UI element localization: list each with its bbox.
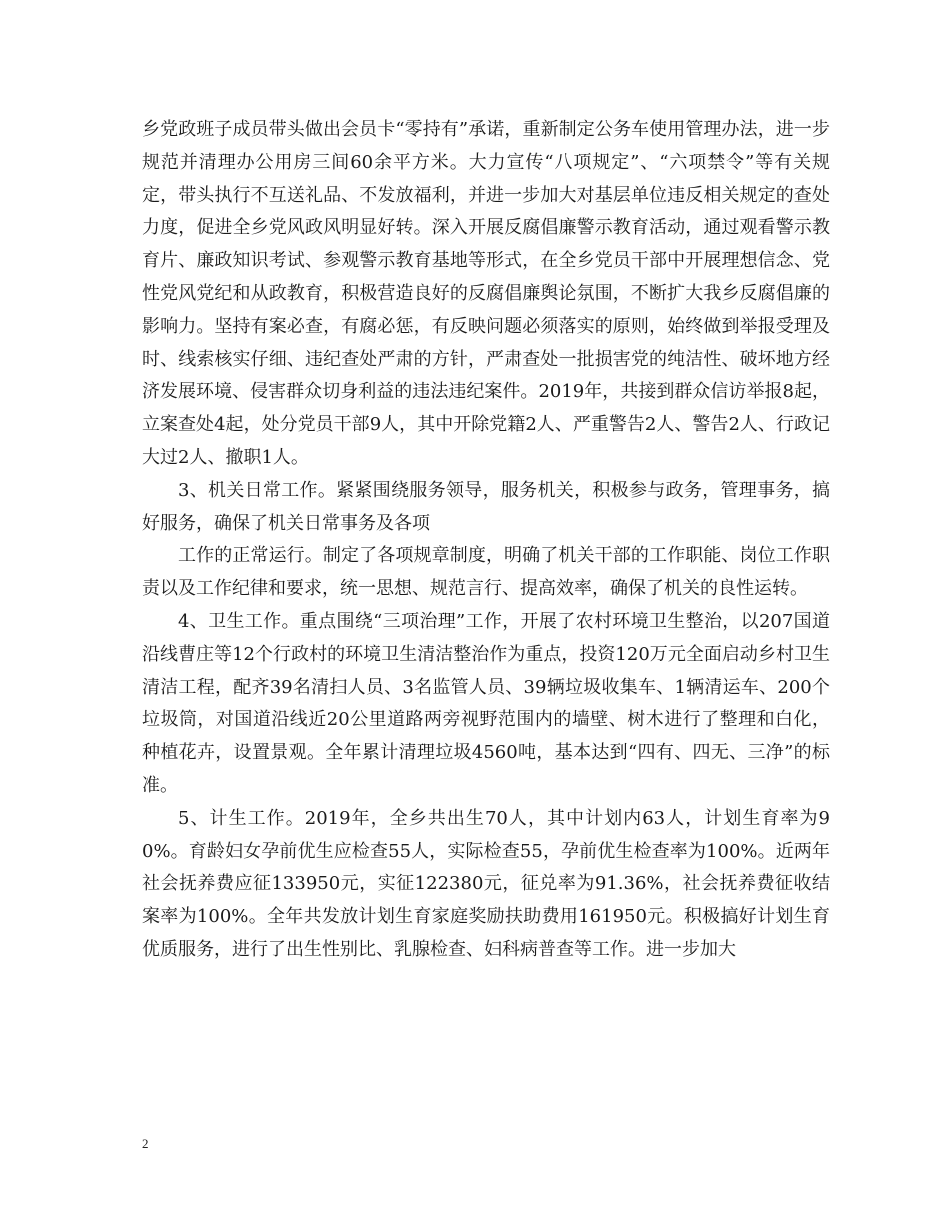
paragraph-anti-corruption: 乡党政班子成员带头做出会员卡“零持有”承诺，重新制定公务车使用管理办法，进一步规范并清理办公用房三间60余平方米。大力宣传“八项规定”、“六项禁令”等有关规定，带头执行不互送礼品、不发放福利，并进一步加大对基层单位违反相关规定的查处力度，促进全乡党风政风明显好转。深入开展反腐倡廉警示教育活动，通过观看警示教育片、廉政知识考试、参观警示教育基地等形式，在全乡党员干部中开展理想信念、党性党风党纪和从政教育，积极营造良好的反腐倡廉舆论氛围，不断扩大我乡反腐倡廉的影响力。坚持有案必查，有腐必惩，有反映问题必须落实的原则，始终做到举报受理及时、线索核实仔细、违纪查处严肃的方针，严肃查处一批损害党的纯洁性、破坏地方经济发展环境、侵害群众切身利益的违法违纪案件。2019年，共接到群众信访举报8起，立案查处4起，处分党员干部9人，其中开除党籍2人、严重警告2人、警告2人、行政记大过2人、撤职1人。 (142, 119, 830, 468)
paragraph-office-operation: 工作的正常运行。制定了各项规章制度，明确了机关干部的工作职能、岗位工作职责以及工作纪律和要求，统一思想、规范言行、提高效率，确保了机关的良性运转。 (142, 545, 830, 600)
page-number: 2 (142, 1136, 149, 1151)
paragraph-sanitation-work: 4、卫生工作。重点围绕“三项治理”工作，开展了农村环境卫生整治，以207国道沿线曹庄等12个行政村的环境卫生清洁整治作为重点，投资120万元全面启动乡村卫生清洁工程，配齐39名清扫人员、3名监管人员、39辆垃圾收集车、1辆清运车、200个垃圾筒，对国道沿线近20公里道路两旁视野范围内的墙壁、树木进行了整理和白化，种植花卉，设置景观。全年累计清理垃圾4560吨，基本达到“四有、四无、三净”的标准。 (142, 610, 830, 796)
paragraph-family-planning: 5、计生工作。2019年，全乡共出生70人，其中计划内63人，计划生育率为90%。育龄妇女孕前优生应检查55人，实际检查55，孕前优生检查率为100%。近两年社会抚养费应征133950元，实征122380元，征兑率为91.36%，社会抚养费征收结案率为100%。全年共发放计划生育家庭奖励扶助费用161950元。积极搞好计划生育优质服务，进行了出生性别比、乳腺检查、妇科病普查等工作。进一步加大 (142, 807, 830, 960)
paragraph-office-daily-work: 3、机关日常工作。紧紧围绕服务领导，服务机关，积极参与政务，管理事务，搞好服务，确保了机关日常事务及各项 (142, 479, 830, 534)
document-body (142, 114, 830, 967)
